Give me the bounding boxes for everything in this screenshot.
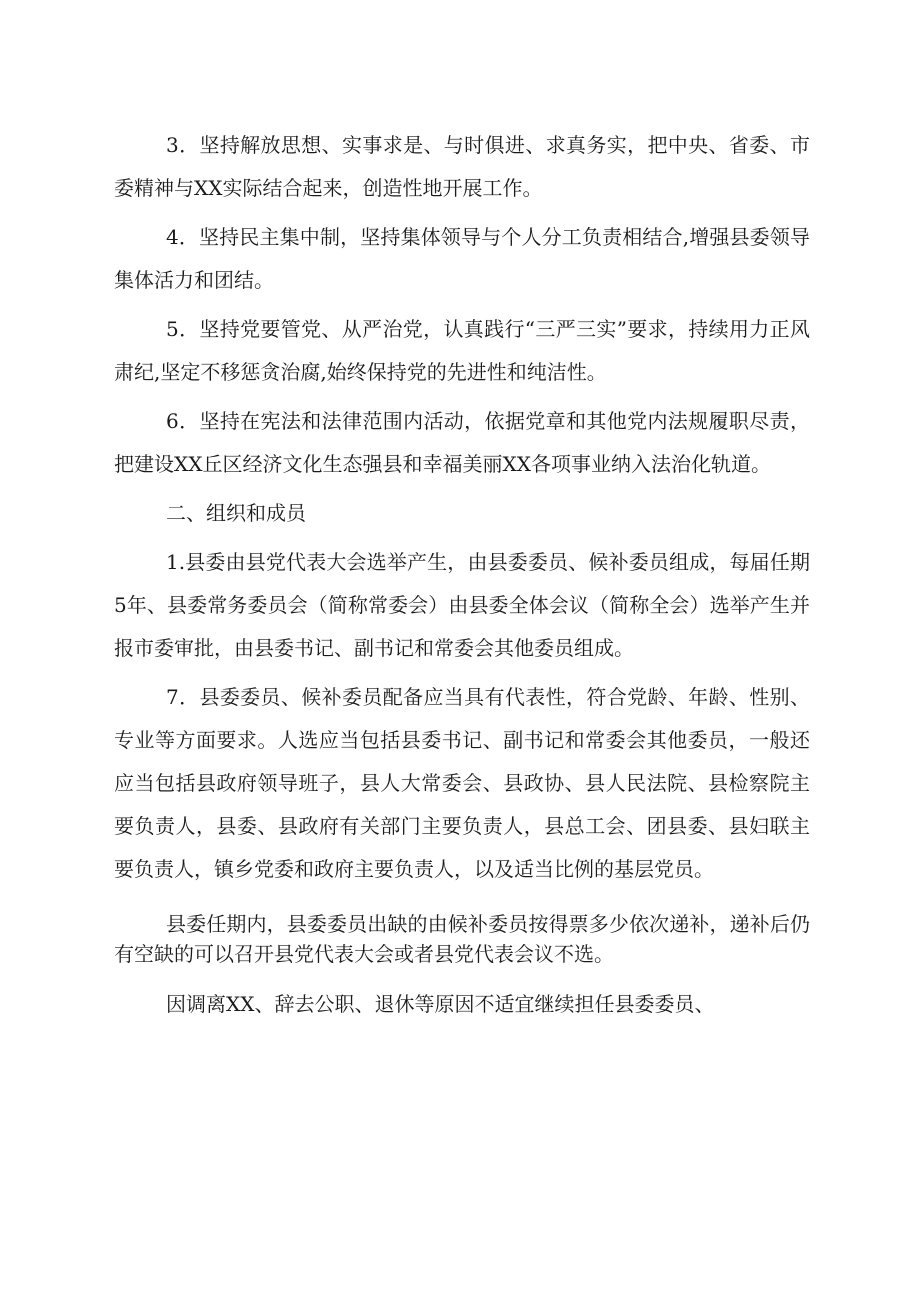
paragraph-resignation: 因调离XX、辞去公职、退休等原因不适宜继续担任县委委员、 <box>166 992 715 1016</box>
paragraph-principle-5: 5．坚持党要管党、从严治党，认真践行“三严三实”要求，持续用力正风肃纪,坚定不移惩贪治腐,始终保持党的先进性和纯洁性。 <box>114 317 810 384</box>
paragraph-organization-7: 7．县委委员、候补委员配备应当具有代表性，符合党龄、年龄、性别、专业等方面要求。人选应当包括县委书记、副书记和常委会其他委员，一般还应当包括县政府领导班子，县人大常委会、县政协、县人民法院、县检察院主要负责人，县委、县政府有关部门主要负责人，县总工会、团县委、县妇联主要负责人，镇乡党委和政府主要负责人，以及适当比例的基层党员。 <box>114 685 810 881</box>
paragraph-principle-3: 3．坚持解放思想、实事求是、与时俱进、求真务实，把中央、省委、市委精神与XX实际结合起来，创造性地开展工作。 <box>114 133 810 200</box>
paragraph-principle-4: 4．坚持民主集中制，坚持集体领导与个人分工负责相结合,增强县委领导集体活力和团结。 <box>114 225 810 292</box>
paragraph-vacancy: 县委任期内，县委委员出缺的由候补委员按得票多少依次递补，递补后仍有空缺的可以召开县党代表大会或者县党代表会议不选。 <box>114 912 810 966</box>
document-body <box>114 124 810 1032</box>
paragraph-organization-1: 1.县委由县党代表大会选举产生，由县委委员、候补委员组成，每届任期5年、县委常务委员会（简称常委会）由县委全体会议（简称全会）选举产生并报市委审批，由县委书记、副书记和常委会其他委员组成。 <box>114 550 810 660</box>
section-heading-organization: 二、组织和成员 <box>166 501 306 525</box>
paragraph-principle-6: 6．坚持在宪法和法律范围内活动，依据党章和其他党内法规履职尽责，把建设XX丘区经济文化生态强县和幸福美丽XX各项事业纳入法治化轨道。 <box>114 409 810 476</box>
